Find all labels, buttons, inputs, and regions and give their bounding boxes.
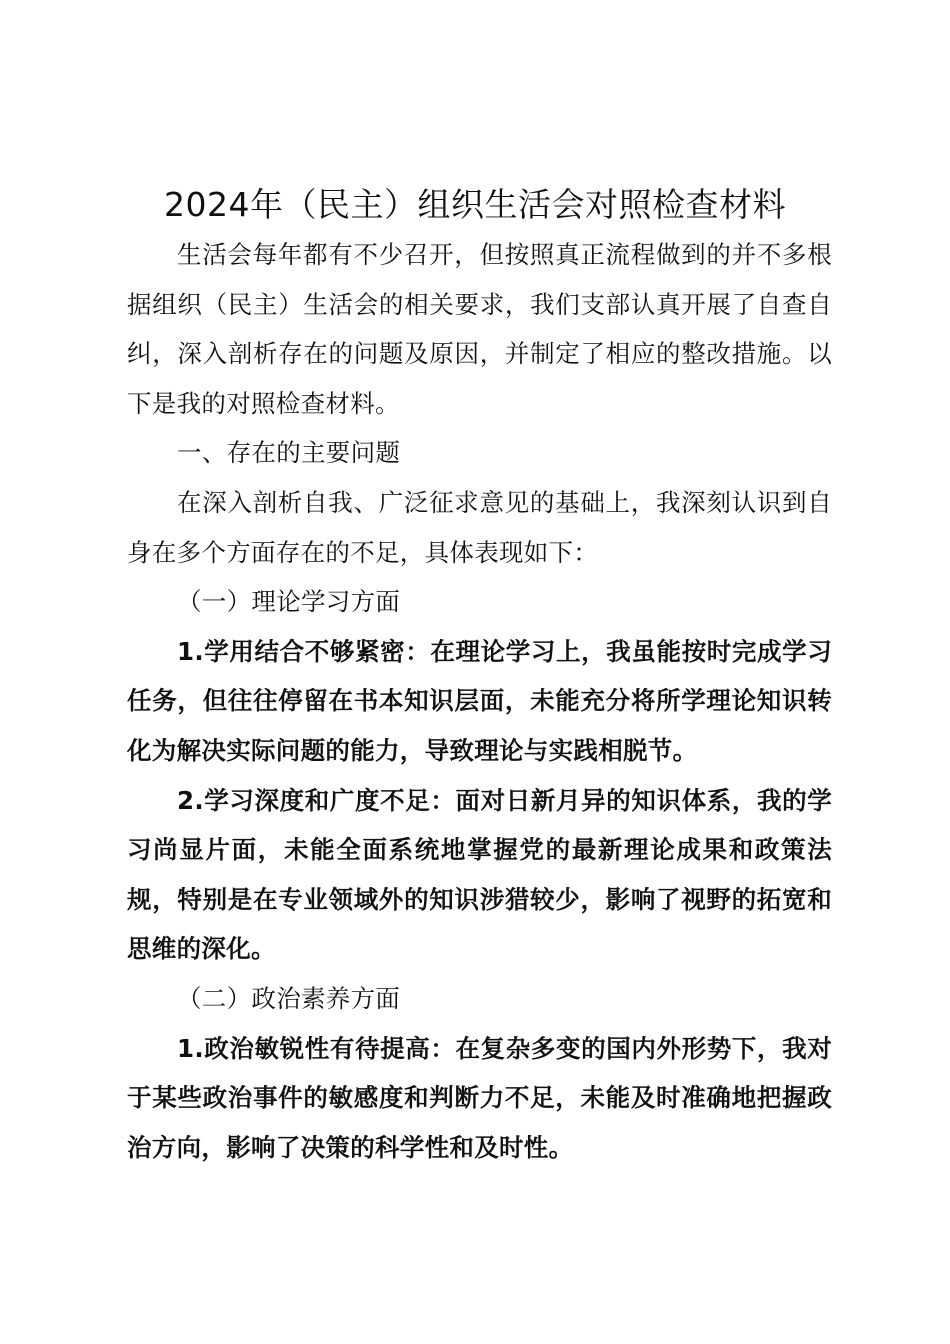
paragraph-self-analysis: 在深入剖析自我、广泛征求意见的基础上，我深刻认识到自身在多个方面存在的不足，具体表现如下： xyxy=(127,487,832,567)
document-title: 2024年（民主）组织生活会对照检查材料 xyxy=(164,185,786,224)
point-political-1: 1.政治敏锐性有待提高：在复杂多变的国内外形势下，我对于某些政治事件的敏感度和判断力不足，未能及时准确地把握政治方向，影响了决策的科学性和及时性。 xyxy=(127,1033,832,1162)
document-body xyxy=(127,230,832,1172)
intro-paragraph: 生活会每年都有不少召开，但按照真正流程做到的并不多根据组织（民主）生活会的相关要求，我们支部认真开展了自查自纠，深入剖析存在的问题及原因，并制定了相应的整改措施。以下是我的对照检查材料。 xyxy=(127,240,832,418)
point-theory-2: 2.学习深度和广度不足：面对日新月异的知识体系，我的学习尚显片面，未能全面系统地掌握党的最新理论成果和政策法规，特别是在专业领域外的知识涉猎较少，影响了视野的拓宽和思维的深化。 xyxy=(127,785,832,964)
subsection-heading-political-literacy: （二）政治素养方面 xyxy=(177,983,401,1013)
section-heading-main-problems: 一、存在的主要问题 xyxy=(177,438,401,468)
subsection-heading-theory-study: （一）理论学习方面 xyxy=(177,587,401,617)
point-theory-1: 1.学用结合不够紧密：在理论学习上，我虽能按时完成学习任务，但往往停留在书本知识层面，未能充分将所学理论知识转化为解决实际问题的能力，导致理论与实践相脱节。 xyxy=(127,636,832,765)
